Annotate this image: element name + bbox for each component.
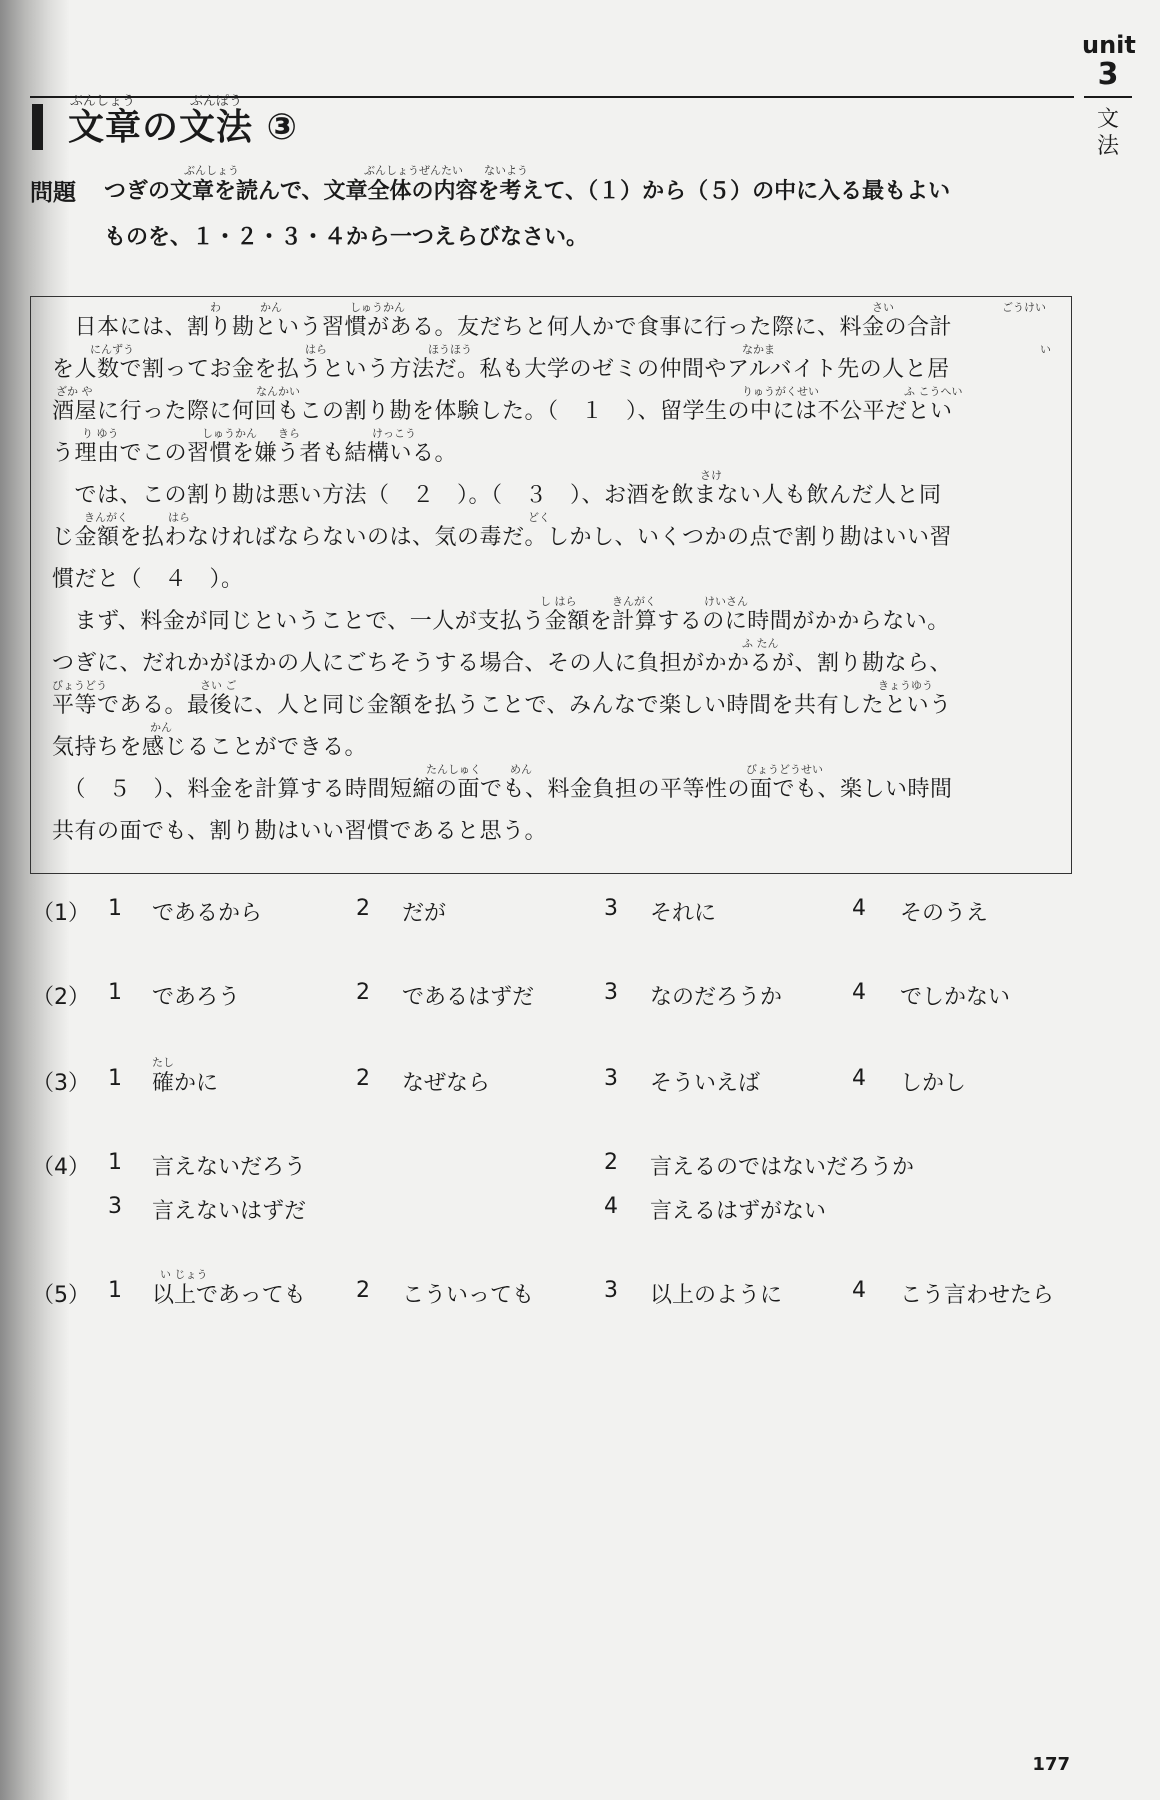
passage-line: 平等である。最後に、人と同じ金額を払うことで、みんなで楽しい時間を共有したという bbox=[52, 693, 952, 718]
answer-option[interactable]: それに bbox=[650, 901, 717, 926]
option-number: 3 bbox=[108, 1194, 122, 1219]
question-number: （4） bbox=[32, 1155, 90, 1180]
passage-ruby: しゅうかん bbox=[202, 427, 257, 440]
unit-category-char-1: 文 bbox=[1096, 107, 1119, 132]
answer-option[interactable]: 言えるのではないだろうか bbox=[650, 1155, 915, 1180]
passage-line: では、この割り勘は悪い方法（ ２ ）。（ ３ ）、お酒を飲まない人も飲んだ人と同 bbox=[52, 483, 942, 508]
passage-ruby: びょうどうせい bbox=[746, 763, 823, 776]
instruction-ruby: ぶんしょう bbox=[184, 164, 239, 177]
passage-line: う理由でこの習慣を嫌う者も結構いる。 bbox=[52, 441, 458, 466]
answer-option[interactable]: 以上のように bbox=[650, 1283, 783, 1308]
passage-ruby: きんがく bbox=[84, 511, 128, 524]
answer-option[interactable]: でしかない bbox=[900, 985, 1011, 1010]
passage-ruby: きょうゆう bbox=[878, 679, 933, 692]
passage-ruby: ごうけい bbox=[1002, 301, 1046, 314]
passage-line: じ金額を払わなければならないのは、気の毒だ。しかし、いくつかの点で割り勘はいい習 bbox=[52, 525, 953, 550]
answer-option[interactable]: こう言わせたら bbox=[900, 1283, 1055, 1308]
title-rule bbox=[30, 96, 1074, 98]
passage-line: 気持ちを感じることができる。 bbox=[52, 735, 368, 760]
option-number: 1 bbox=[108, 896, 122, 921]
option-number: 2 bbox=[356, 1278, 370, 1303]
passage-line: 日本には、割り勘という習慣がある。友だちと何人かで食事に行った際に、料金の合計 bbox=[52, 315, 953, 340]
option-number: 2 bbox=[356, 980, 370, 1005]
title-ruby: ぶんしょう bbox=[70, 94, 136, 109]
passage-ruby: びょうどう bbox=[52, 679, 107, 692]
answer-option[interactable]: こういっても bbox=[402, 1283, 535, 1308]
passage-line: 慣だと（ ４ ）。 bbox=[52, 567, 244, 592]
passage-ruby: なんかい bbox=[256, 385, 300, 398]
answer-option[interactable]: なぜなら bbox=[402, 1071, 491, 1096]
passage-ruby: い bbox=[1040, 343, 1051, 356]
passage-line: つぎに、だれかがほかの人にごちそうする場合、その人に負担がかかるが、割り勘なら、 bbox=[52, 651, 953, 676]
passage-ruby: かん bbox=[150, 721, 172, 734]
question-number: （5） bbox=[32, 1283, 90, 1308]
instruction-ruby: ないよう bbox=[484, 164, 528, 177]
question-number: （3） bbox=[32, 1071, 90, 1096]
option-ruby: い じょう bbox=[160, 1268, 208, 1281]
unit-category-char-2: 法 bbox=[1096, 134, 1119, 159]
passage-ruby: けっこう bbox=[372, 427, 416, 440]
option-number: 1 bbox=[108, 1066, 122, 1091]
option-number: 2 bbox=[356, 896, 370, 921]
passage-line: まず、料金が同じということで、一人が支払う金額を計算するのに時間がかからない。 bbox=[52, 609, 950, 634]
option-number: 4 bbox=[852, 896, 866, 921]
option-number: 1 bbox=[108, 1150, 122, 1175]
passage-ruby: きんがく bbox=[612, 595, 656, 608]
answer-option[interactable]: 以上であっても bbox=[152, 1283, 306, 1308]
option-number: 4 bbox=[604, 1194, 618, 1219]
answer-option[interactable]: であろう bbox=[152, 985, 241, 1010]
passage-ruby: さい bbox=[872, 301, 894, 314]
unit-number: 3 bbox=[1097, 57, 1119, 92]
answer-option[interactable]: なのだろうか bbox=[650, 985, 783, 1010]
passage-ruby: りゅうがくせい bbox=[742, 385, 819, 398]
option-number: 3 bbox=[604, 896, 618, 921]
answer-option[interactable]: であるから bbox=[152, 901, 263, 926]
passage-line: 酒屋に行った際に何回もこの割り勘を体験した。（ １ ）、留学生の中には不公平だとい bbox=[52, 399, 953, 424]
option-number: 2 bbox=[356, 1066, 370, 1091]
passage-ruby: めん bbox=[510, 763, 532, 776]
instruction-line: ものを、１・２・３・４から一つえらびなさい。 bbox=[104, 225, 589, 250]
passage-ruby: けいさん bbox=[704, 595, 748, 608]
answer-option[interactable]: だが bbox=[402, 901, 447, 926]
option-number: 3 bbox=[604, 1066, 618, 1091]
option-number: 1 bbox=[108, 1278, 122, 1303]
passage-ruby: どく bbox=[528, 511, 550, 524]
option-number: 3 bbox=[604, 980, 618, 1005]
passage-ruby: さけ bbox=[700, 469, 722, 482]
passage-ruby: ざか や bbox=[56, 385, 93, 398]
answer-option[interactable]: 言えるはずがない bbox=[650, 1199, 827, 1224]
passage-ruby: さい ご bbox=[200, 679, 237, 692]
passage-ruby: しゅうかん bbox=[350, 301, 405, 314]
question-number: （2） bbox=[32, 985, 90, 1010]
option-number: 2 bbox=[604, 1150, 618, 1175]
answer-option[interactable]: 言えないはずだ bbox=[152, 1199, 307, 1224]
passage-ruby: り ゆう bbox=[82, 427, 119, 440]
answer-option[interactable]: 言えないだろう bbox=[152, 1155, 307, 1180]
passage-line: 共有の面でも、割り勘はいい習慣であると思う。 bbox=[52, 819, 548, 844]
passage-ruby: し はら bbox=[540, 595, 577, 608]
passage-ruby: わ bbox=[210, 301, 221, 314]
title-ruby: ぶんぽう bbox=[190, 94, 243, 109]
answer-option[interactable]: そのうえ bbox=[900, 901, 989, 926]
passage-ruby: はら bbox=[305, 343, 327, 356]
option-ruby: たし bbox=[152, 1056, 174, 1069]
passage-line: （ ５ ）、料金を計算する時間短縮の面でも、料金負担の平等性の面でも、楽しい時間 bbox=[52, 777, 953, 802]
unit-tab bbox=[1082, 32, 1134, 160]
answer-option[interactable]: しかし bbox=[900, 1071, 967, 1096]
passage-ruby: かん bbox=[260, 301, 282, 314]
answer-option[interactable]: そういえば bbox=[650, 1071, 761, 1096]
passage-line: を人数で割ってお金を払うという方法だ。私も大学のゼミの仲間やアルバイト先の人と居 bbox=[52, 357, 950, 382]
page-title: 文章の文法 ③ bbox=[68, 107, 299, 148]
answer-option[interactable]: であるはずだ bbox=[402, 985, 535, 1010]
passage-ruby: きら bbox=[278, 427, 300, 440]
option-number: 3 bbox=[604, 1278, 618, 1303]
question-label: 問題 bbox=[30, 180, 76, 206]
passage-ruby: なかま bbox=[742, 343, 775, 356]
passage-ruby: にんずう bbox=[90, 343, 134, 356]
passage-ruby: ふ たん bbox=[742, 637, 779, 650]
option-number: 4 bbox=[852, 980, 866, 1005]
question-number: （1） bbox=[32, 901, 90, 926]
unit-word: unit bbox=[1082, 31, 1136, 59]
passage-ruby: たんしゅく bbox=[426, 763, 481, 776]
unit-divider bbox=[1084, 96, 1132, 98]
answer-option[interactable]: 確かに bbox=[152, 1071, 219, 1096]
instruction-line: つぎの文章を読んで、文章全体の内容を考えて、（１）から（５）の中に入る最もよい bbox=[104, 179, 951, 204]
instruction-ruby: ぶんしょうぜんたい bbox=[364, 164, 463, 177]
passage-ruby: ほうほう bbox=[428, 343, 472, 356]
page-number: 177 bbox=[1032, 1754, 1070, 1775]
title-marker-bar bbox=[32, 104, 43, 150]
option-number: 4 bbox=[852, 1066, 866, 1091]
option-number: 1 bbox=[108, 980, 122, 1005]
passage-ruby: はら bbox=[168, 511, 190, 524]
option-number: 4 bbox=[852, 1278, 866, 1303]
passage-ruby: ふ こうへい bbox=[904, 385, 963, 398]
